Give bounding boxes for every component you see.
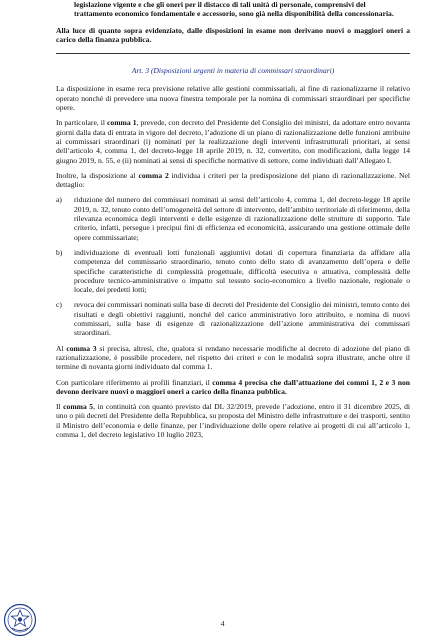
criteria-item-b (56, 248, 410, 294)
p2-comma-label: comma 1 (107, 118, 137, 128)
article-title: Art. 3 (Disposizioni urgenti in materia di commissari straordinari) (131, 66, 335, 76)
paragraph-5 (56, 378, 410, 397)
p3-comma-label: comma 2 (138, 170, 169, 180)
p4-comma-label: comma 3 (66, 343, 97, 353)
criteria-item-c (56, 300, 410, 337)
paragraph-6 (56, 402, 410, 439)
p2-text-pre: In particolare, il (56, 118, 108, 128)
p2-text-post: , prevede, con decreto del Presidente del Consiglio dei ministri, da adottare entro novanta giorni dalla data di entrata in vigore del decreto, l’adozione di un piano di razionalizzazione delle funzioni attribuite ai commissari straordinari (i) nominati per la realizzazione degli interventi infrastrutturali prioritari, ai sensi dell’articolo 4, comma 1, del decreto-legge 18 aprile 2019, n. 32, convertito, con modificazioni, dalla legge 14 giugno 2019, n. 55, e (ii) nominati ai sensi di specifiche normative di settore, come individuati dall’Allegato I. (56, 118, 411, 165)
p6-text-post: , in continuità con quanto previsto dal DL 32/2019, prevede l’adozione, entro il 31 dicembre 2025, di uno o più decreti del Presidente della Repubblica, su proposta del Ministro delle infrastrutture e dei trasporti, sentito il Ministro dell’economia e delle finanze, per l’individuazione delle opere relative ai progetti di cui all’articolo 1, comma 1, del decreto legislativo 10 luglio 2023, (56, 402, 411, 439)
p6-comma-label: comma 5 (63, 402, 94, 412)
criteria-list (56, 195, 410, 337)
p5-text-pre: Con particolare riferimento ai profili finanziari, il (56, 377, 213, 387)
p6-text-pre: Il (56, 402, 64, 412)
list-marker: a) (56, 195, 62, 205)
intro-continuation (56, 0, 410, 19)
criteria-item-a (56, 195, 410, 241)
p3-text-post: individua i criteri per la predisposizione del piano di razionalizzazione. Nel dettaglio: (56, 170, 410, 190)
emblem-logo-icon (3, 603, 37, 637)
list-item-text: individuazione di eventuali lotti funzionali aggiuntivi dotati di copertura finanziaria da affidare alla competenza del commissario straordinario, tenuto conto dello stato di avanzamento dell’opera e delle specifiche caratteristiche di complessità progettuale, difficoltà esecutiva o attuativa, complessità delle procedure tecnico-amministrative o impatto sul tessuto socio-economico a livello nazionale, regionale o locale, dei predetti lotti; (74, 247, 410, 295)
paragraph-3 (56, 171, 410, 190)
section-divider (56, 53, 410, 54)
document-page (56, 0, 410, 445)
intro-line-1: legislazione vigente e che gli oneri per il distacco di tali unità di personale, comprensivi del (74, 0, 366, 9)
conclusion-paragraph: Alla luce di quanto sopra evidenziato, dalle disposizioni in esame non derivano nuovi o maggiori oneri a carico della finanza pubblica. (56, 25, 410, 44)
list-marker: b) (56, 247, 63, 257)
page-number: 4 (220, 619, 225, 628)
paragraph-1: La disposizione in esame reca previsione relative alle gestioni commissariali, al fine di razionalizzarne il relativo operato nonché di prevedere una nuova finestra temporale per la nomina di commissari straordinari per specifiche opere. (56, 84, 410, 113)
list-item-text: revoca dei commissari nominati sulla base di decreti del Presidente del Consiglio dei ministri, tenuto conto dei risultati e degli obiettivi raggiunti, nonché del carico amministrativo loro attribuito, e nomina di nuovi commissari, sulla base di esigenze di razionalizzazione dell’azione amministrativa dei commissari straordinari. (74, 300, 410, 338)
p5-bold-text: comma 4 precisa che dall’attuazione dei commi 1, 2 e 3 non devono derivare nuovi o maggiori oneri a carico della finanza pubblica. (56, 377, 410, 396)
p4-text-pre: Al (56, 343, 67, 353)
intro-line-2: trattamento economico fondamentale e accessorio, sono già nella disponibilità della concessionaria. (74, 9, 394, 19)
list-item-text: riduzione del numero dei commissari nominati ai sensi dell’articolo 4, comma 1, del decreto-legge 18 aprile 2019, n. 32, tenuto conto dell’omogeneità del settore di intervento, dell’ambito territoriale di riferimento, della rilevanza economica degli interventi e delle esigenze di razionalizzazione delle strutture di supporto. Tale criterio, infatti, persegue i precipui fini di efficienza ed economicità, assicurando una gestione ottimale delle opere commissariate; (74, 195, 410, 242)
list-marker: c) (56, 300, 62, 310)
p3-text-pre: Inoltre, la disposizione al (56, 170, 139, 180)
paragraph-2 (56, 118, 410, 164)
paragraph-4 (56, 344, 410, 372)
p4-text-post: si precisa, altresì, che, qualora si rendano necessarie modifiche al decreto di adozione del piano di razionalizzazione, è possibile procedere, nel rispetto dei criteri e con le modalità sopra illustrate, anche oltre il termine di novanta giorni individuato dal comma 1. (56, 343, 411, 372)
